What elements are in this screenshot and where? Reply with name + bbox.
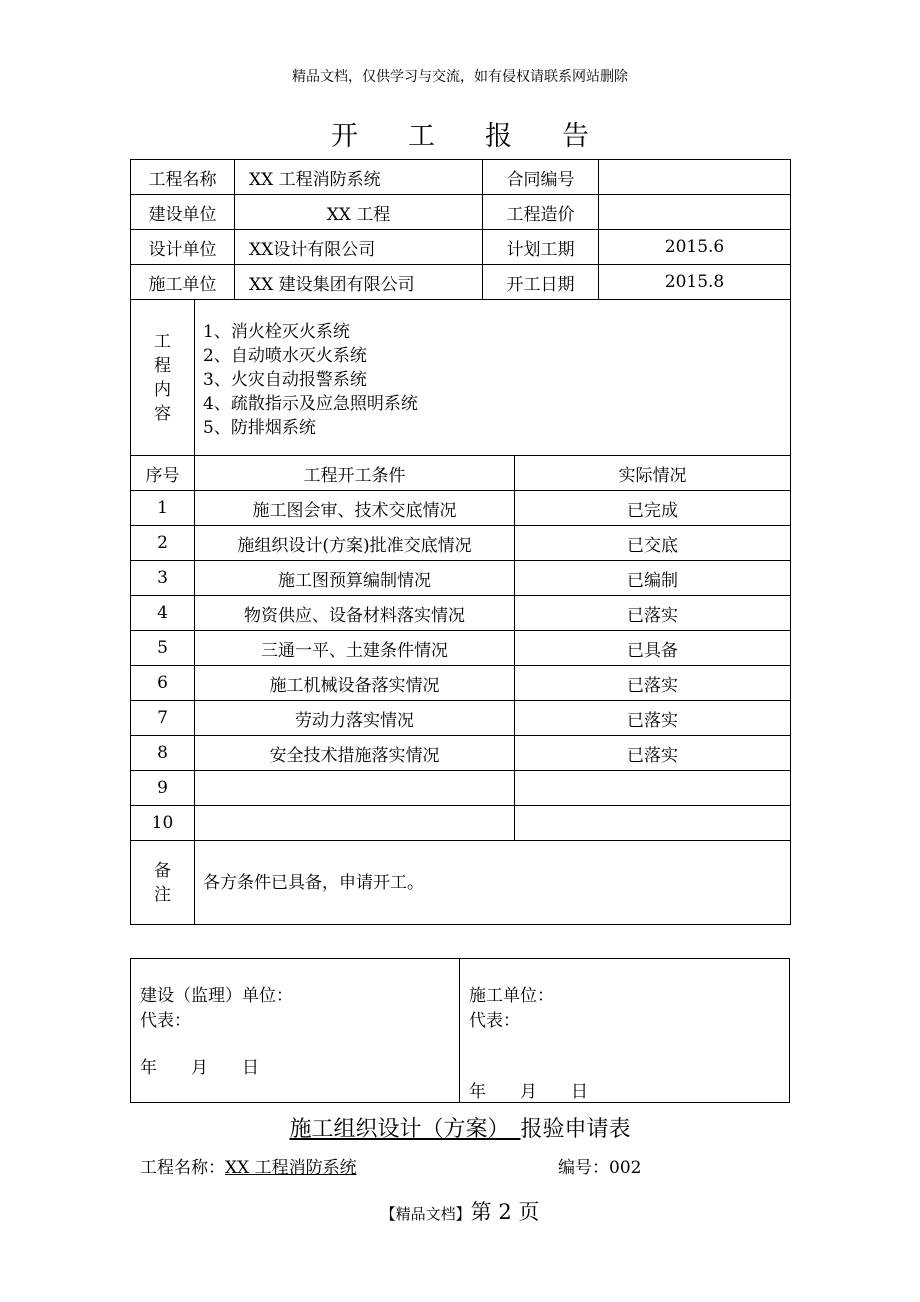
table-row [131,806,791,841]
table-row [131,526,791,561]
col-header-no: 序号 [131,456,195,491]
remarks-label-char: 注 [154,884,171,905]
cost-label: 工程造价 [483,195,599,230]
content-label-char: 容 [154,403,171,424]
table-row [131,631,791,666]
row-condition: 施工机械设备落实情况 [195,666,515,701]
next-form-title-rest: 报验申请表 [520,1117,631,1142]
remarks-label-char: 备 [154,860,171,881]
row-status [515,806,791,841]
remarks-text: 各方条件已具备，申请开工。 [195,841,791,925]
contractor-rep-label: 代表： [469,1011,520,1031]
table-row [131,596,791,631]
contract-no-label: 合同编号 [483,160,599,195]
conditions-header-row [131,456,791,491]
start-report-table [130,159,791,925]
owner-value: XX 工程 [235,195,483,230]
next-form-project-value: XX 工程消防系统 [225,1158,357,1178]
content-label-char: 程 [154,355,171,376]
contractor-label: 施工单位 [131,265,235,300]
content-item: 2、自动喷水灭火系统 [203,346,367,366]
col-header-status: 实际情况 [515,456,791,491]
plan-period-label: 计划工期 [483,230,599,265]
row-condition [195,771,515,806]
row-no: 3 [131,561,195,596]
designer-label: 设计单位 [131,230,235,265]
plan-period-value: 2015.6 [599,230,791,265]
owner-rep-label: 代表： [140,1011,191,1031]
designer-value: XX设计有限公司 [235,230,483,265]
row-condition: 施组织设计(方案)批准交底情况 [195,526,515,561]
table-row [131,701,791,736]
row-no: 2 [131,526,195,561]
page-footer [0,1196,920,1226]
page-title: 开工报告 [331,121,639,152]
row-status [515,771,791,806]
row-status: 已交底 [515,526,791,561]
row-status: 已完成 [515,491,791,526]
owner-unit-label: 建设（监理）单位： [140,986,293,1006]
content-label-char: 内 [154,379,171,400]
table-row [131,666,791,701]
contractor-date-label: 年 月 日 [469,1082,588,1102]
col-header-condition: 工程开工条件 [195,456,515,491]
signature-section [130,958,790,1103]
next-form-title [0,1112,920,1143]
row-condition: 劳动力落实情况 [195,701,515,736]
remarks-row [131,841,791,925]
project-name-value: XX 工程消防系统 [235,160,483,195]
content-item: 3、火灾自动报警系统 [203,370,367,390]
next-form-number: 编号：002 [558,1158,642,1178]
next-form-title-underlined: 施工组织设计（方案） [289,1117,499,1142]
contractor-unit-label: 施工单位： [469,986,554,1006]
header-note: 精品文档，仅供学习与交流，如有侵权请联系网站删除 [292,69,628,85]
info-row [131,265,791,300]
table-row [131,736,791,771]
owner-date-label: 年 月 日 [140,1058,259,1078]
row-no: 4 [131,596,195,631]
owner-signature-block [140,984,293,1081]
row-no: 6 [131,666,195,701]
next-form-project [140,1153,357,1178]
row-no: 5 [131,631,195,666]
info-row [131,195,791,230]
row-condition: 施工图预算编制情况 [195,561,515,596]
content-item: 1、消火栓灭火系统 [203,322,350,342]
remarks-label [131,841,195,925]
row-status: 已落实 [515,701,791,736]
table-row [131,561,791,596]
row-no: 1 [131,491,195,526]
content-item: 4、疏散指示及应急照明系统 [203,394,418,414]
contract-no-value [599,160,791,195]
row-condition [195,806,515,841]
cost-value [599,195,791,230]
start-date-value: 2015.8 [599,265,791,300]
table-row [131,491,791,526]
table-row [131,771,791,806]
info-row [131,230,791,265]
row-condition: 安全技术措施落实情况 [195,736,515,771]
content-row [131,300,791,456]
row-condition: 三通一平、土建条件情况 [195,631,515,666]
contractor-value: XX 建设集团有限公司 [235,265,483,300]
row-condition: 施工图会审、技术交底情况 [195,491,515,526]
row-status: 已落实 [515,596,791,631]
footer-brand: 【精品文档】 [380,1205,471,1223]
contractor-signature-block [469,984,588,1105]
row-no: 8 [131,736,195,771]
project-name-label: 工程名称 [131,160,235,195]
row-status: 已编制 [515,561,791,596]
owner-label: 建设单位 [131,195,235,230]
next-form-project-label: 工程名称： [140,1158,225,1178]
row-no: 7 [131,701,195,736]
row-status: 已落实 [515,736,791,771]
content-item: 5、防排烟系统 [203,418,316,438]
row-status: 已具备 [515,631,791,666]
row-no: 10 [131,806,195,841]
content-list [195,300,791,456]
content-label-char: 工 [154,331,171,352]
signature-divider [459,959,460,1102]
info-row [131,160,791,195]
row-condition: 物资供应、设备材料落实情况 [195,596,515,631]
row-status: 已落实 [515,666,791,701]
content-label [131,300,195,456]
start-date-label: 开工日期 [483,265,599,300]
footer-page-number: 第 2 页 [470,1200,540,1224]
row-no: 9 [131,771,195,806]
